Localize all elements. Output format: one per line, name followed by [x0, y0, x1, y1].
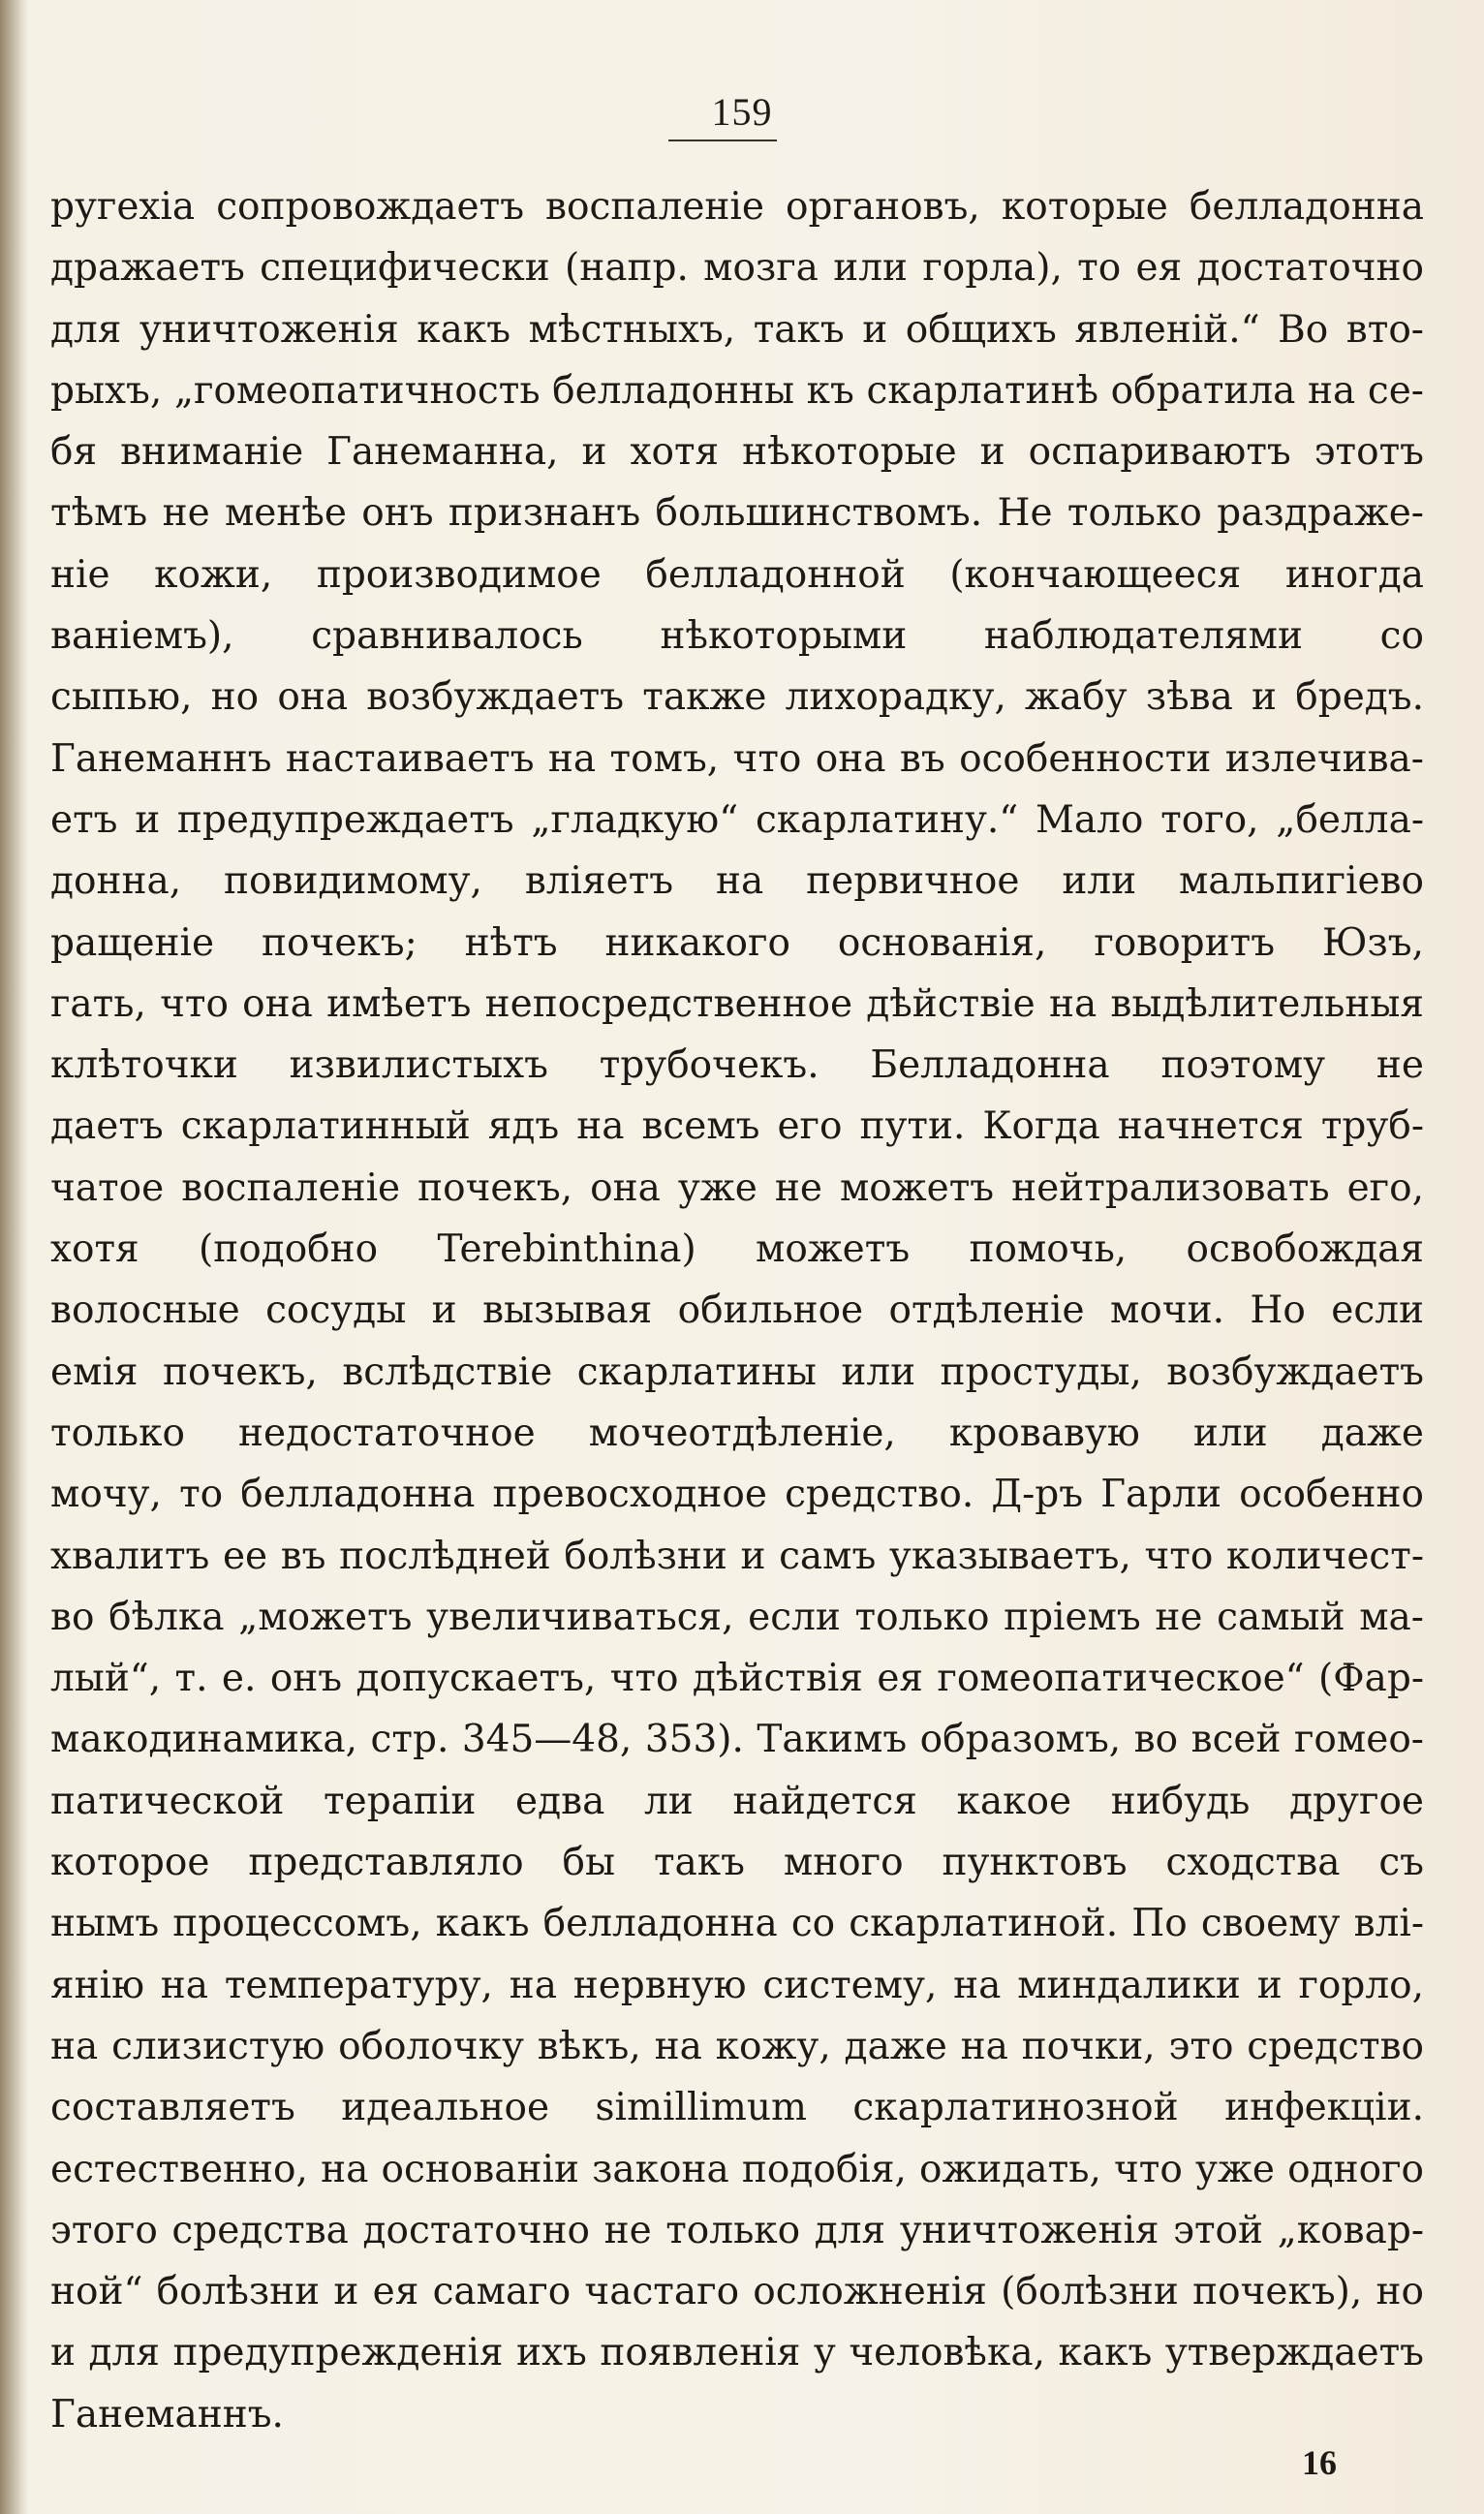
text-line-content: Ганеманнъ настаиваетъ на томъ, что она въ особенности излечива-: [50, 736, 1424, 781]
text-line: [50, 1096, 1424, 1157]
text-line: [50, 729, 1424, 790]
text-line-content: во бѣлка „можетъ увеличиваться, если только пріемъ не самый ма-: [50, 1595, 1424, 1639]
text-line-content: ваніемъ), сравнивалось нѣкоторыми наблюдателями со: [50, 614, 1424, 659]
text-line: [50, 667, 1424, 728]
page-number: 159: [711, 90, 773, 134]
page-number-rule: [668, 140, 777, 141]
text-line: [50, 1403, 1424, 1464]
text-line: [50, 1832, 1424, 1893]
text-line: [50, 790, 1424, 851]
text-line-content: хотя (подобно Terebinthina) можетъ помочь, освобождая: [50, 1227, 1424, 1272]
text-line: [50, 1526, 1424, 1587]
text-line-content: на слизистую оболочку вѣкъ, на кожу, даже на почки, это средство: [50, 2024, 1424, 2068]
text-line-content: хвалитъ ее въ послѣдней болѣзни и самъ указываетъ, что количест-: [50, 1534, 1424, 1578]
text-line: [50, 2322, 1424, 2383]
text-line-content: рыхъ, „гомеопатичность белладонны къ скарлатинѣ обратила на се-: [50, 368, 1424, 413]
text-line-content: бя вниманіе Ганеманна, и хотя нѣкоторые и оспариваютъ этотъ: [50, 430, 1424, 475]
text-line-content: емія почекъ, вслѣдствіе скарлатины или простуды, возбуждаетъ: [50, 1350, 1424, 1394]
text-line: [50, 1648, 1424, 1709]
text-line-content: мочу, то белладонна превосходное средство. Д-ръ Гарли особенно: [50, 1473, 1424, 1517]
text-line: [50, 421, 1424, 482]
text-line-content: етъ и предупреждаетъ „гладкую“ скарлатину.“ Мало того, „белла-: [50, 797, 1424, 842]
text-line-content: гать, что она имѣетъ непосредственное дѣйствіе на выдѣлительныя: [50, 981, 1424, 1026]
text-line: [50, 1709, 1424, 1770]
text-line: [50, 851, 1424, 912]
text-line-content: янію на температуру, на нервную систему, на миндалики и горло,: [50, 1963, 1424, 2007]
text-line-content: которое представляло бы такъ много пунктовъ сходства съ: [50, 1841, 1424, 1885]
text-line: [50, 360, 1424, 421]
text-line-content: ной“ болѣзни и ея самаго частаго осложненія (болѣзни почекъ), но: [50, 2270, 1424, 2314]
text-line-content: естественно, на основаніи закона подобія, ожидать, что уже одного: [50, 2147, 1424, 2191]
text-line-content: лый“, т. е. онъ допускаетъ, что дѣйствія ея гомеопатическое“ (Фар-: [50, 1657, 1424, 1701]
text-line-content: волосные сосуды и вызывая обильное отдѣленіе мочи. Но если: [50, 1288, 1424, 1333]
text-line: [50, 1219, 1424, 1280]
text-line: [50, 974, 1424, 1035]
text-line: [50, 1280, 1424, 1341]
text-line: [50, 1342, 1424, 1403]
text-line: [50, 544, 1424, 605]
text-line-content: составляетъ идеальное simillimum скарлатинозной инфекціи.: [50, 2086, 1424, 2130]
text-line-content: патической терапіи едва ли найдется какое нибудь другое: [50, 1779, 1424, 1823]
text-line: [50, 2200, 1424, 2261]
text-line: [50, 1035, 1424, 1096]
text-line-content: нымъ процессомъ, какъ белладонна со скарлатиной. По своему влі-: [50, 1902, 1424, 1946]
text-line-content: этого средства достаточно не только для уничтоженія этой „ковар-: [50, 2208, 1424, 2252]
text-line-content: для уничтоженія какъ мѣстныхъ, такъ и общихъ явленій.“ Во вто-: [50, 307, 1424, 352]
binding-shadow: [0, 0, 29, 2514]
text-line: [50, 1893, 1424, 1954]
text-line: [50, 2261, 1424, 2322]
text-line-content: даетъ скарлатинный ядъ на всемъ его пути. Когда начнется труб-: [50, 1104, 1424, 1149]
text-line-content: клѣточки извилистыхъ трубочекъ. Белладонна поэтому не: [50, 1043, 1424, 1088]
text-line-content: ругехіа сопровождаетъ воспаленіе органовъ, которые белладонна: [50, 185, 1424, 229]
text-line-content: макодинамика, стр. 345—48, 353). Такимъ образомъ, во всей гомео-: [50, 1718, 1424, 1762]
text-line-content: только недостаточное мочеотдѣленіе, кровавую или даже: [50, 1411, 1424, 1455]
text-line: [50, 1955, 1424, 2016]
text-line: [50, 1158, 1424, 1219]
signature-mark: 16: [1302, 2443, 1337, 2482]
text-line: [50, 2077, 1424, 2138]
text-line: [50, 605, 1424, 667]
text-line: [50, 299, 1424, 360]
text-line-content: ращеніе почекъ; нѣтъ никакого основанія, говоритъ Юзъ,: [50, 920, 1424, 965]
text-line-content: и для предупрежденія ихъ появленія у человѣка, какъ утверждаетъ: [50, 2331, 1424, 2375]
text-line: [50, 237, 1424, 298]
text-line-content: чатое воспаленіе почекъ, она уже не можетъ нейтрализовать его,: [50, 1165, 1424, 1210]
text-line: [50, 1771, 1424, 1832]
text-line: [50, 1587, 1424, 1648]
body-text: [29, 176, 1424, 2445]
text-line-content: сыпью, но она возбуждаетъ также лихорадку, жабу зѣва и бредъ.: [50, 675, 1424, 720]
text-line: [50, 913, 1424, 974]
text-line-content: тѣмъ не менѣе онъ признанъ большинствомъ. Не только раздраже-: [50, 491, 1424, 536]
text-line: [50, 482, 1424, 543]
text-line: [50, 2139, 1424, 2200]
text-line-content: ніе кожи, производимое белладонной (кончающееся иногда: [50, 552, 1424, 597]
text-line-content: донна, повидимому, вліяетъ на первичное или мальпигіево: [50, 859, 1424, 904]
text-line: [50, 2384, 1424, 2445]
text-line-content: дражаетъ специфически (напр. мозга или горла), то ея достаточно: [50, 246, 1424, 291]
text-line: [50, 2016, 1424, 2077]
text-line: [50, 176, 1424, 237]
text-line-content: Ганеманнъ.: [50, 2392, 284, 2436]
text-line: [50, 1464, 1424, 1525]
